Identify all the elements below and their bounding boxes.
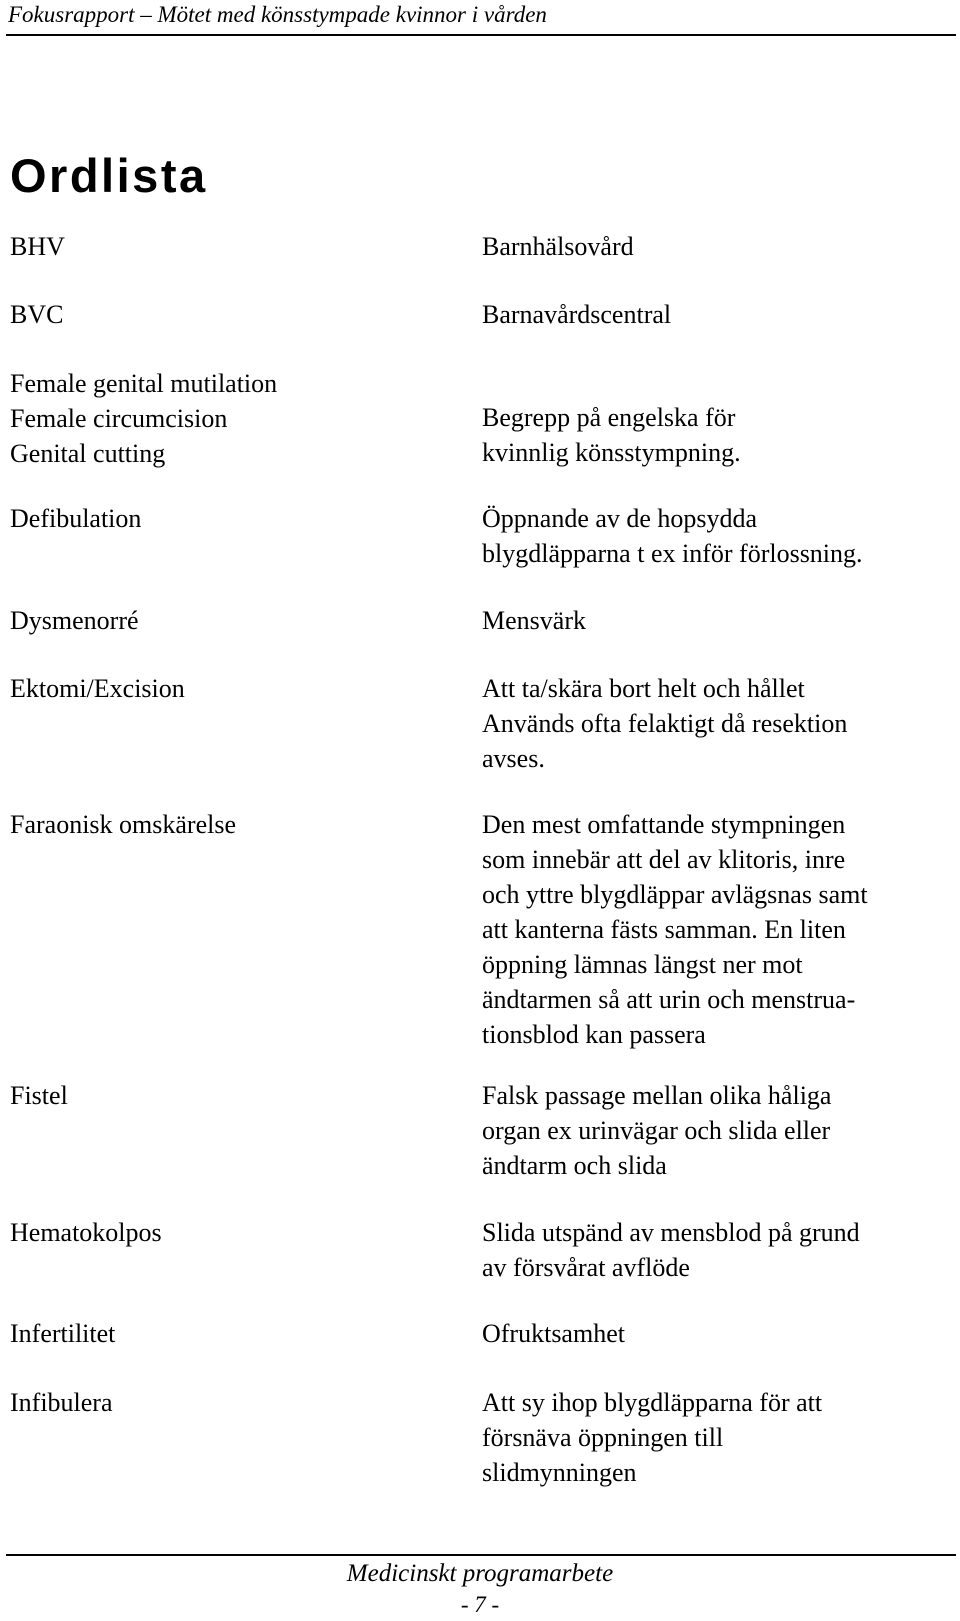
glossary-definition <box>482 671 932 776</box>
running-header: Fokusrapport – Mötet med könsstympade kvinnor i vården <box>8 2 547 27</box>
glossary-definition <box>482 1215 932 1285</box>
term-line: Genital cutting <box>10 439 166 468</box>
definition-line: att kanterna fästs samman. En liten <box>482 915 846 944</box>
glossary-term <box>10 366 450 471</box>
definition-line: ändtarm och slida <box>482 1151 667 1180</box>
footer-text: Medicinskt programarbete <box>346 1560 614 1587</box>
glossary-term <box>10 297 450 332</box>
term-line: Hematokolpos <box>10 1218 162 1247</box>
term-line: Faraonisk omskärelse <box>10 810 237 839</box>
glossary-definition <box>482 1316 932 1351</box>
definition-line: kvinnlig könsstympning. <box>482 438 741 467</box>
footer-rule <box>6 1554 956 1556</box>
definition-line: avses. <box>482 744 545 773</box>
page-title: Ordlista <box>10 149 208 202</box>
definition-line: slidmynningen <box>482 1458 637 1487</box>
glossary-term <box>10 1078 450 1113</box>
term-line: BHV <box>10 232 65 261</box>
glossary-definition <box>482 807 932 1052</box>
definition-line: organ ex urinvägar och slida eller <box>482 1116 831 1145</box>
definition-line: försnäva öppningen till <box>482 1423 724 1452</box>
glossary-term <box>10 603 450 638</box>
definition-line: Mensvärk <box>482 606 586 635</box>
glossary-definition <box>482 1385 932 1490</box>
definition-line: Begrepp på engelska för <box>482 403 736 432</box>
term-line: Infertilitet <box>10 1319 116 1348</box>
term-line: Female circumcision <box>10 404 228 433</box>
term-line: Ektomi/Excision <box>10 674 185 703</box>
definition-line: Att ta/skära bort helt och hållet <box>482 674 805 703</box>
glossary-definition <box>482 229 932 264</box>
definition-line: och yttre blygdläppar avlägsnas samt <box>482 880 868 909</box>
glossary-definition <box>482 501 932 571</box>
glossary-term <box>10 1385 450 1420</box>
term-line: Fistel <box>10 1081 68 1110</box>
definition-line: öppning lämnas längst ner mot <box>482 950 803 979</box>
glossary-definition <box>482 1078 932 1183</box>
header-rule <box>6 34 956 36</box>
definition-line: Ofruktsamhet <box>482 1319 625 1348</box>
term-line: BVC <box>10 300 64 329</box>
glossary-term <box>10 229 450 264</box>
definition-line: ändtarmen så att urin och menstrua- <box>482 985 856 1014</box>
glossary-term <box>10 671 450 706</box>
definition-line: av försvårat avflöde <box>482 1253 690 1282</box>
term-line: Dysmenorré <box>10 606 139 635</box>
glossary-definition <box>482 297 932 332</box>
glossary-definition <box>482 603 932 638</box>
definition-line: som innebär att del av klitoris, inre <box>482 845 846 874</box>
glossary-term <box>10 501 450 536</box>
glossary-definition <box>482 400 932 470</box>
term-line: Infibulera <box>10 1388 113 1417</box>
definition-line: Öppnande av de hopsydda <box>482 504 758 533</box>
definition-line: Slida utspänd av mensblod på grund <box>482 1218 860 1247</box>
definition-line: Den mest omfattande stympningen <box>482 810 846 839</box>
definition-line: Barnavårdscentral <box>482 300 672 329</box>
definition-line: Falsk passage mellan olika håliga <box>482 1081 832 1110</box>
definition-line: tionsblod kan passera <box>482 1020 706 1049</box>
glossary-term <box>10 1215 450 1250</box>
definition-line: Används ofta felaktigt då resektion <box>482 709 848 738</box>
term-line: Defibulation <box>10 504 142 533</box>
definition-line: Att sy ihop blygdläpparna för att <box>482 1388 823 1417</box>
definition-line: blygdläpparna t ex inför förlossning. <box>482 539 863 568</box>
definition-line: Barnhälsovård <box>482 232 634 261</box>
page-number: - 7 - <box>460 1592 500 1617</box>
term-line: Female genital mutilation <box>10 369 278 398</box>
glossary-term <box>10 807 450 842</box>
glossary-term <box>10 1316 450 1351</box>
